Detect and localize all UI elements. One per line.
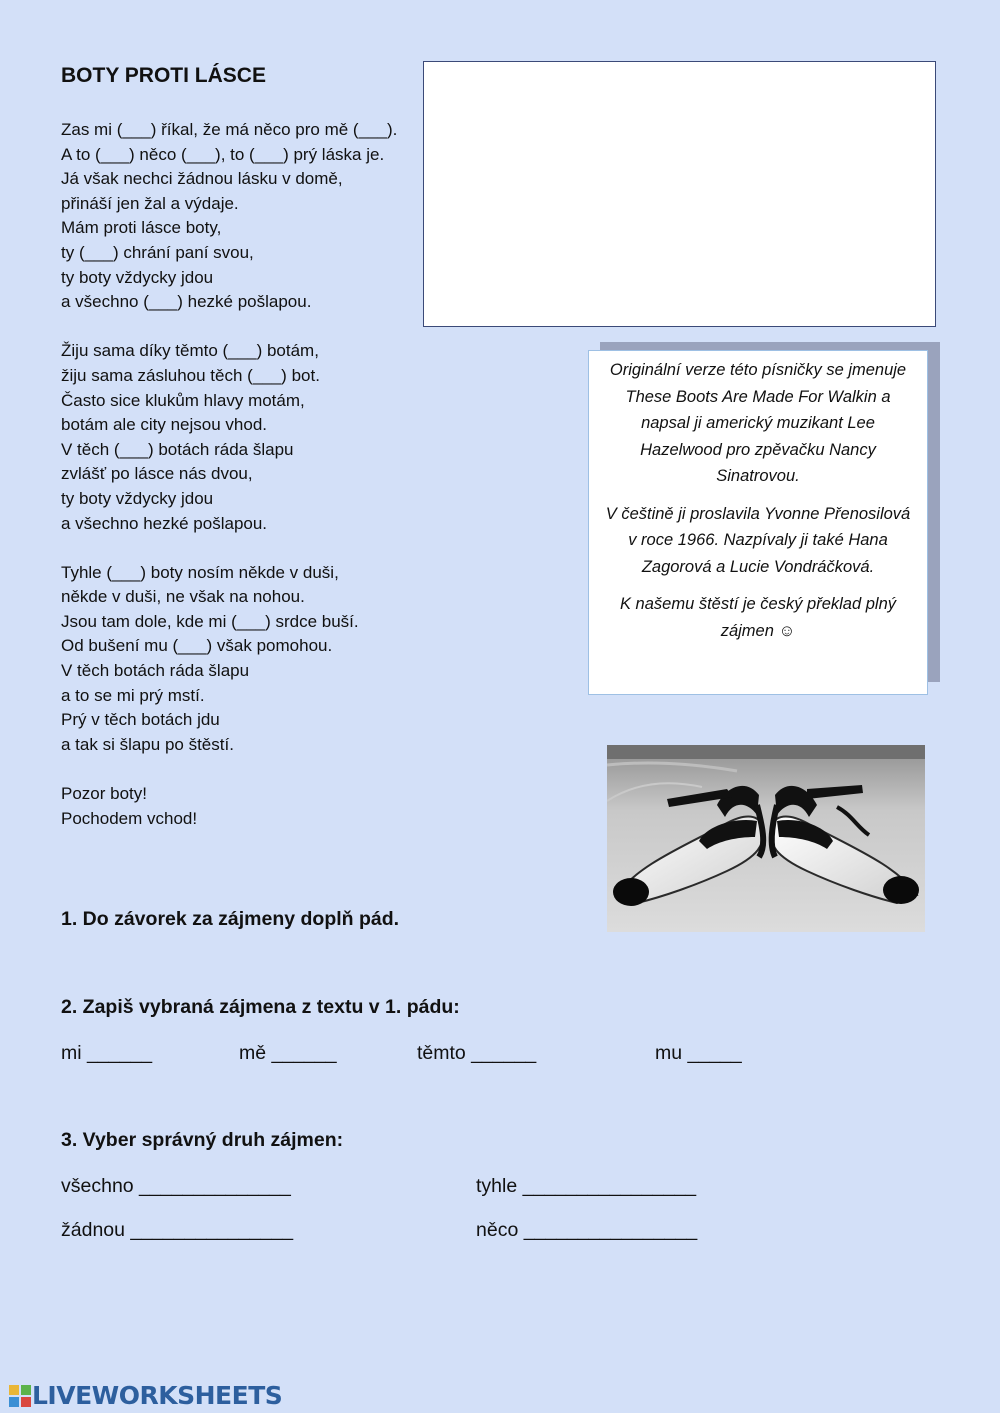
- lyric-line: žiju sama zásluhou těch (___) bot.: [61, 365, 320, 385]
- lyric-line: ty boty vždycky jdou: [61, 488, 214, 508]
- lyric-line: Pozor boty!: [61, 784, 147, 804]
- liveworksheets-logo-icon: [8, 1384, 32, 1408]
- liveworksheets-logo[interactable]: [8, 1381, 282, 1410]
- lyric-line: Často sice klukům hlavy motám,: [61, 390, 305, 410]
- answer-tyhle[interactable]: tyhle ________________: [476, 1175, 697, 1197]
- lyric-line: Já však nechci žádnou lásku v domě,: [61, 169, 343, 189]
- lyric-line: ty boty vždycky jdou: [61, 267, 214, 287]
- lyric-line: Žiju sama díky těmto (___) botám,: [61, 341, 319, 361]
- stanza-2: [61, 339, 397, 536]
- answer-neco[interactable]: něco ________________: [476, 1219, 698, 1241]
- answer-zadnou[interactable]: žádnou _______________: [61, 1219, 294, 1241]
- stanza-4: [61, 782, 397, 831]
- task-3-heading: 3. Vyber správný druh zájmen:: [61, 1129, 344, 1151]
- info-box: [588, 350, 928, 695]
- info-paragraph: V češtině ji proslavila Yvonne Přenosilová v roce 1966. Nazpívaly ji také Hana Zagorová a Lucie Vondráčková.: [605, 504, 911, 576]
- answer-mi[interactable]: mi ______: [61, 1042, 153, 1064]
- song-lyrics: [61, 118, 397, 856]
- lyric-line: Tyhle (___) boty nosím někde v duši,: [61, 562, 339, 582]
- lyric-line: a tak si šlapu po štěstí.: [61, 734, 234, 754]
- lyric-line: V těch botách ráda šlapu: [61, 661, 250, 681]
- worksheet-title: BOTY PROTI LÁSCE: [61, 64, 266, 87]
- lyric-line: zvlášť po lásce nás dvou,: [61, 464, 253, 484]
- lyric-line: Mám proti lásce boty,: [61, 218, 222, 238]
- lyric-line: a to se mi prý mstí.: [61, 685, 205, 705]
- answer-vsechno[interactable]: všechno ______________: [61, 1175, 291, 1197]
- answer-mu[interactable]: mu _____: [655, 1042, 742, 1064]
- lyric-line: Od bušení mu (___) však pomohou.: [61, 636, 333, 656]
- answer-temto[interactable]: těmto ______: [417, 1042, 537, 1064]
- lyric-line: A to (___) něco (___), to (___) prý láska je.: [61, 144, 385, 164]
- lyric-line: V těch (___) botách ráda šlapu: [61, 439, 294, 459]
- media-placeholder-box[interactable]: [423, 61, 936, 327]
- lyric-line: Zas mi (___) říkal, že má něco pro mě (___).: [61, 120, 398, 139]
- task-1-heading: 1. Do závorek za zájmeny doplň pád.: [61, 908, 400, 930]
- lyric-line: botám ale city nejsou vhod.: [61, 415, 268, 435]
- answer-me[interactable]: mě ______: [239, 1042, 337, 1064]
- lyric-line: někde v duši, ne však na nohou.: [61, 587, 305, 607]
- boots-photo: [607, 745, 925, 932]
- lyric-line: a všechno hezké pošlapou.: [61, 513, 268, 533]
- task-2-heading: 2. Zapiš vybraná zájmena z textu v 1. pádu:: [61, 996, 460, 1018]
- lyric-line: Pochodem vchod!: [61, 808, 198, 828]
- lyric-line: Jsou tam dole, kde mi (___) srdce buší.: [61, 611, 359, 631]
- lyric-line: Prý v těch botách jdu: [61, 710, 220, 730]
- lyric-line: a všechno (___) hezké pošlapou.: [61, 292, 312, 312]
- lyric-line: přináší jen žal a výdaje.: [61, 193, 239, 213]
- info-paragraph: K našemu štěstí je český překlad plný zájmen ☺: [619, 595, 897, 640]
- stanza-1: [61, 118, 397, 315]
- logo-text: LIVEWORKSHEETS: [32, 1381, 283, 1410]
- stanza-3: [61, 561, 397, 758]
- lyric-line: ty (___) chrání paní svou,: [61, 242, 254, 262]
- info-paragraph: Originální verze této písničky se jmenuje These Boots Are Made For Walkin a napsal ji americký muzikant Lee Hazelwood pro zpěvačku Nancy Sinatrovou.: [609, 361, 907, 485]
